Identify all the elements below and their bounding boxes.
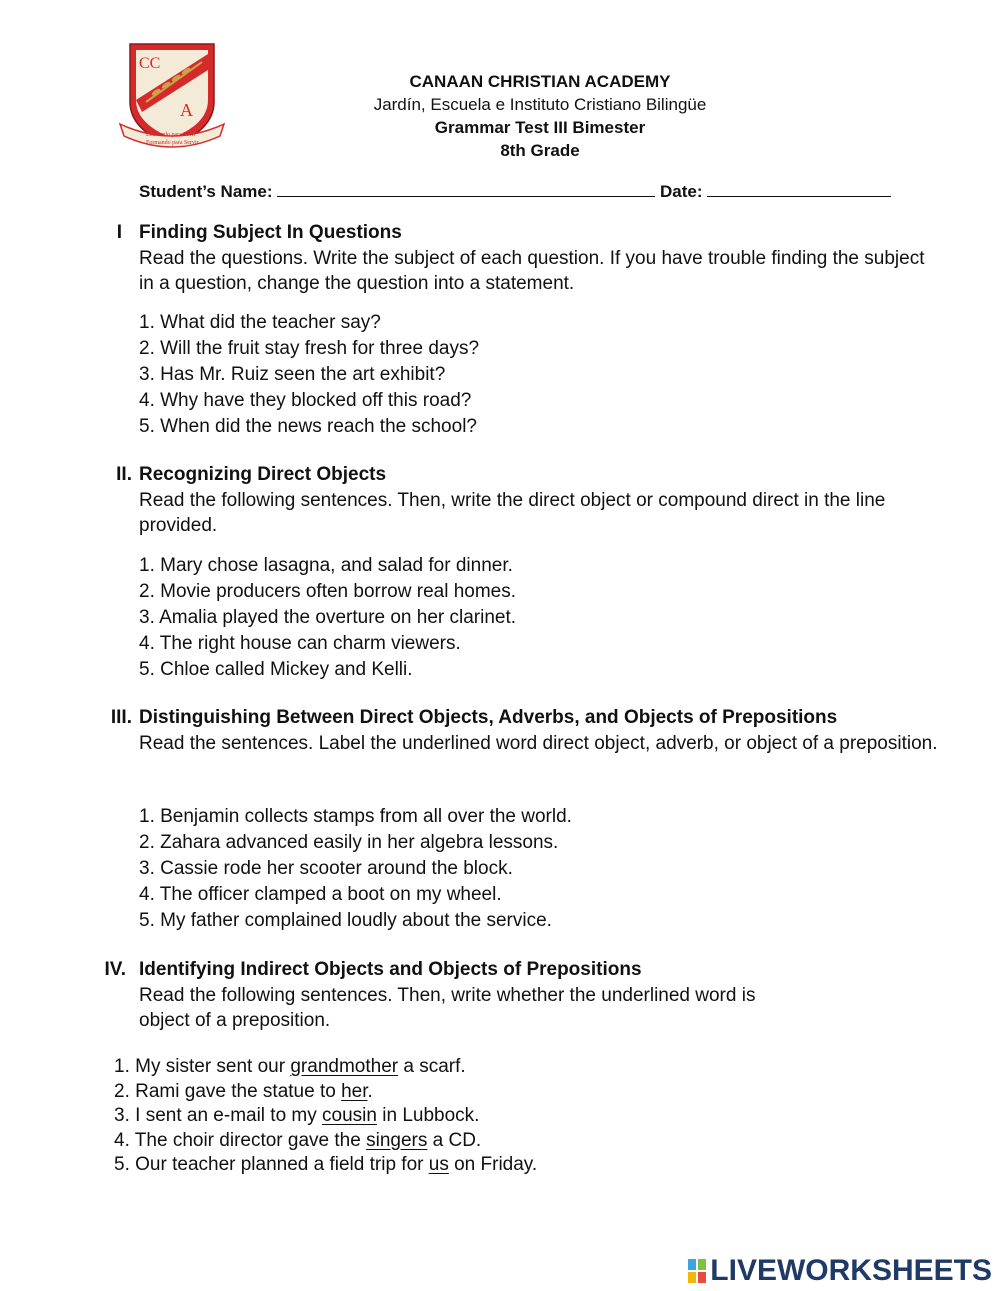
underlined-word: us [428,1154,449,1175]
list-item: 4. The officer clamped a boot on my wheel. [139,884,502,905]
section-instructions: Read the following sentences. Then, write whether the underlined word is [139,985,756,1006]
grade-label: 8th Grade [500,141,580,160]
student-name-label: Student’s Name: [139,182,273,201]
school-subtitle: Jardín, Escuela e Instituto Cristiano Bilingüe [373,95,707,114]
liveworksheets-logo[interactable] [688,1254,992,1288]
underlined-word: grandmother [290,1056,399,1077]
list-item: 2. Zahara advanced easily in her algebra lessons. [139,832,559,853]
question-list [114,1055,537,1178]
list-item: 3. Amalia played the overture on her clarinet. [139,607,517,628]
list-item: 1. Benjamin collects stamps from all over the world. [139,806,572,827]
date-label: Date: [659,182,703,201]
list-item: 1. My sister sent our grandmother a scarf. [114,1056,466,1077]
question-list [139,804,572,934]
section-title: Identifying Indirect Objects and Objects of Prepositions [139,959,642,980]
list-item: 2. Rami gave the statue to her. [114,1080,373,1102]
brand-name: LIVEWORKSHEETS [710,1254,992,1287]
list-item: 4. Why have they blocked off this road? [139,390,472,411]
list-item: 5. Our teacher planned a field trip for us on Friday. [114,1154,538,1175]
question-list [139,310,479,440]
section-instructions: Read the sentences. Label the underlined word direct object, adverb, or object of a preposition. [139,733,938,754]
list-item: 1. What did the teacher say? [139,312,381,333]
logo-initial-bottom: A [180,100,193,120]
list-item: 5. My father complained loudly about the service. [139,910,552,931]
list-item: 4. The right house can charm viewers. [139,633,461,654]
list-item: 3. I sent an e-mail to my cousin in Lubbock. [114,1105,480,1126]
section-number: IV. [104,959,126,980]
school-logo [116,40,228,152]
list-item: 5. Chloe called Mickey and Kelli. [139,659,413,680]
liveworksheets-icon [688,1259,706,1283]
list-item: 5. When did the news reach the school? [139,416,477,437]
logo-motto-1: Educando para Vivir [146,132,196,138]
date-field[interactable] [707,195,891,197]
section-title: Distinguishing Between Direct Objects, Adverbs, and Objects of Prepositions [139,707,838,728]
logo-motto-2: Formando para Servir [146,140,199,146]
section-instructions: object of a preposition. [139,1010,331,1031]
section-title: Recognizing Direct Objects [139,464,387,485]
underlined-word: singers [366,1129,428,1151]
student-name-field[interactable] [277,195,655,197]
test-title: Grammar Test III Bimester [434,118,646,137]
student-info-line [139,182,891,202]
section-number: III. [110,707,132,728]
underlined-word: her [341,1080,368,1102]
list-item: 2. Movie producers often borrow real homes. [139,581,517,602]
list-item: 2. Will the fruit stay fresh for three days? [139,338,480,359]
logo-initials-top: CC [139,55,161,72]
section-title: Finding Subject In Questions [139,222,402,243]
list-item: 3. Cassie rode her scooter around the block. [139,858,513,879]
underlined-word: cousin [322,1105,377,1126]
section-instructions: Read the questions. Write the subject of each question. If you have trouble finding the subject in a question, change the question into a statement. [139,248,925,294]
section-number: II. [116,464,132,485]
section-number: I [116,222,122,243]
list-item: 3. Has Mr. Ruiz seen the art exhibit? [139,364,446,385]
section-instructions: Read the following sentences. Then, write the direct object or compound direct in the line provided. [139,490,886,536]
list-item: 1. Mary chose lasagna, and salad for dinner. [139,555,513,576]
list-item: 4. The choir director gave the singers a CD. [114,1129,482,1151]
school-name: CANAAN CHRISTIAN ACADEMY [409,72,671,91]
question-list [139,553,516,683]
